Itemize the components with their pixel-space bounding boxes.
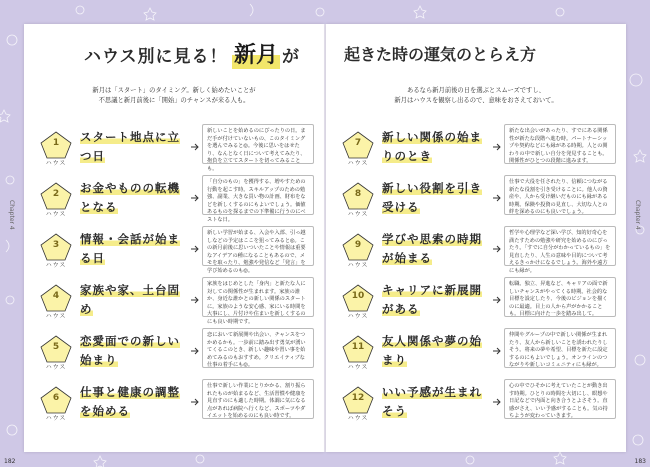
house-caption: ハウス — [45, 364, 67, 371]
house-number: 4 — [52, 291, 60, 301]
house-caption: ハウス — [45, 160, 67, 167]
pentagon-badge-icon — [38, 334, 74, 372]
intro-right-line: 新月はハウスを観察し出るので、意味をおさえておいて。 — [394, 97, 558, 104]
house-title — [382, 230, 492, 268]
arrow-right-icon — [190, 346, 200, 356]
arrow-right-icon — [190, 142, 200, 152]
arrow-right-icon — [492, 193, 502, 203]
house-title-text: 学びや思索の時期が始まる — [382, 232, 482, 265]
house-title — [382, 179, 492, 217]
house-title-text: お金やものの転機となる — [80, 181, 180, 214]
title-part1: ハウス別に見る！ — [84, 47, 228, 67]
house-number: 1 — [52, 138, 60, 148]
house-title — [80, 179, 190, 217]
pentagon-badge-icon — [340, 181, 376, 219]
house-number: 6 — [52, 393, 60, 403]
house-title — [80, 332, 190, 370]
arrow-right-icon — [492, 346, 502, 356]
house-title-text: 友人関係や夢の始まり — [382, 334, 482, 367]
house-number: 10 — [351, 291, 365, 301]
page-number-left: 182 — [4, 458, 16, 465]
house-title — [382, 128, 492, 166]
house-title-text: 新しい関係の始まりのとき — [382, 130, 482, 163]
house-item — [24, 277, 324, 323]
house-title — [80, 128, 190, 166]
house-description: 新たな出会いがあったり、すでにある関係性が新たな段階へ進む時。パートナーシップや契約などにも縁がある時期。人との関わりの中で新しい自分を発見することも。関係性がひとつの段階に進みます。 — [504, 124, 616, 164]
house-number: 3 — [52, 240, 60, 250]
house-number: 5 — [52, 342, 60, 352]
house-caption: ハウス — [347, 262, 369, 269]
house-caption: ハウス — [347, 364, 369, 371]
house-title — [382, 332, 492, 370]
house-description: 家族をはじめとした「身内」と新たな人に対しての関係性が生まれます。家族の誰か、身近な誰かとの新しい関係のスタートに。家族のような安心感、家にいる時間を大事にし、片付けや住まいを新しくするのにも良い時期です。 — [202, 277, 314, 317]
house-description: 仲間やグループの中で新しい関係が生まれたり、友人から新しいことを誘われたりしそう。将来の夢や希望、目標を新たに設定するのにもよいでしょう。オンラインのつながりや新しいコミュニティにも縁が。 — [504, 328, 616, 368]
intro-right — [326, 86, 626, 106]
pentagon-badge-icon — [340, 283, 376, 321]
pentagon-badge-icon — [340, 232, 376, 270]
house-title — [382, 281, 492, 319]
house-description: 仕事で大役を任されたり、信頼につながる新たな役割を引き受けることに。他人の資産や、人から受け継いだものにも縁がある時期。保険や投資の見直し、大切な人との絆を深めるのにも良いでしょう。 — [504, 175, 616, 215]
pentagon-badge-icon — [38, 130, 74, 168]
house-description: 新しいことを始めるのにぴったりの日。まだ手が付けていないもの、このタイミングを選んでみると◎。今後に思いをはせたり、なんとなく日について考えてみたり、抱負を立ててスタートを切ってみることも。 — [202, 124, 314, 164]
arrow-right-icon — [492, 142, 502, 152]
house-title-text: 家族や家、土台固め — [80, 283, 180, 316]
house-item — [24, 226, 324, 272]
arrow-right-icon — [190, 193, 200, 203]
house-item — [24, 175, 324, 221]
house-item — [24, 328, 324, 374]
intro-right-line: あるなら新月前後の日を選ぶとスムーズですし、 — [407, 87, 545, 94]
page-number-right: 183 — [634, 458, 646, 465]
house-item — [24, 124, 324, 170]
house-item — [326, 226, 626, 272]
pentagon-badge-icon — [340, 334, 376, 372]
house-number: 12 — [351, 393, 365, 403]
house-item — [24, 379, 324, 425]
house-description: 恋において新展開や出会い、チャンスをつかめるかも。一歩前に踏み出す勇気が湧いてくるこのとき、新しい趣味や習い事を始めてみるのもおすすめ。クリエイティブな仕事の着手にも◎。 — [202, 328, 314, 368]
title-part3: 起きた時の運気のとらえ方 — [344, 45, 537, 64]
house-caption: ハウス — [347, 160, 369, 167]
house-item — [326, 124, 626, 170]
house-description: 哲学や心理学など深い学び、知的好奇心を満たすための勉強や研究を始めるのにぴったり。「すでに自分がわかっているもの」を見直したり、人生の意味や目的について考えるきっかけになるでしょう。海外や遠方にも縁が。 — [504, 226, 616, 266]
house-item — [326, 175, 626, 221]
chapter-side-label-right: Chapter 4 — [634, 200, 641, 230]
intro-left-line: 不思議と新月前後に「開始」のチャンスが来る人も。 — [98, 97, 250, 104]
intro-left — [24, 86, 324, 106]
pentagon-badge-icon — [340, 130, 376, 168]
house-caption: ハウス — [45, 262, 67, 269]
house-item — [326, 277, 626, 323]
house-description: 心の中でひそかに考えていたことが動き出す時期。ひとりの時間を大切にし、瞑想や日記などで内面と向き合うとよさそう。直感がさえ、いい予感がすることも。気の持ちようが変わっていきます。 — [504, 379, 616, 419]
house-number: 9 — [354, 240, 362, 250]
house-caption: ハウス — [45, 313, 67, 320]
house-title — [80, 230, 190, 268]
chapter-side-label-left: Chapter 4 — [8, 200, 15, 230]
arrow-right-icon — [190, 295, 200, 305]
arrow-right-icon — [492, 244, 502, 254]
arrow-right-icon — [492, 397, 502, 407]
house-title-text: いい予感が生まれそう — [382, 385, 482, 418]
arrow-right-icon — [190, 244, 200, 254]
arrow-right-icon — [492, 295, 502, 305]
house-caption: ハウス — [347, 211, 369, 218]
title-part2: が — [282, 47, 299, 67]
house-title — [382, 383, 492, 421]
house-title-text: 新しい役割を引き受ける — [382, 181, 482, 214]
pentagon-badge-icon — [38, 283, 74, 321]
pentagon-badge-icon — [340, 385, 376, 423]
house-item — [326, 379, 626, 425]
house-title-text: スタート地点に立つ日 — [80, 130, 180, 163]
house-title-text: 情報・会話が始まる日 — [80, 232, 180, 265]
title-highlight: 新月 — [232, 38, 280, 69]
pentagon-badge-icon — [38, 232, 74, 270]
house-title-text: 恋愛面での新しい始まり — [80, 334, 180, 367]
house-number: 2 — [52, 189, 60, 199]
house-title-text: キャリアに新展開がある — [382, 283, 482, 316]
house-item — [326, 328, 626, 374]
house-caption: ハウス — [45, 211, 67, 218]
house-title — [80, 383, 190, 421]
house-caption: ハウス — [347, 415, 369, 422]
house-title-text: 仕事と健康の調整を始める — [80, 385, 180, 418]
pentagon-badge-icon — [38, 385, 74, 423]
house-number: 11 — [351, 342, 365, 352]
house-description: 「自分のもの」を獲得する、増やすための行動を起こす時。スキルアップのための勉強、副業、大きな買い物の計画、財布をなどを新しくするのにもよいでしょう。価値あるものを探るまでの下準備に行うのにベストな日。 — [202, 175, 314, 215]
house-description: 転職、独立、昇進など、キャリアの面で新しいチャンスがやってくる時期。社会的な目標を設定したり、今後のビジョンを描くのに最適。目上の人から声がかかることも。目標に向けた一歩を踏み出して。 — [504, 277, 616, 317]
house-description: 新しい学習が始まる、入会や入部、引っ越しなどの予定はここを狙ってみると◎。この新月前後に思いついたことや情報は重要なアイデアの種になることもあるので、メモを取ったり、勉強や発信など「発言」を学び始めるのも◎。 — [202, 226, 314, 266]
house-number: 8 — [354, 189, 362, 199]
intro-left-line: 新月は「スタート」のタイミング。新しく始めたいことが — [92, 87, 256, 94]
arrow-right-icon — [190, 397, 200, 407]
pentagon-badge-icon — [38, 181, 74, 219]
house-title — [80, 281, 190, 319]
house-description: 仕事で新しい作業にとりかかる、割り振られたものが始まるなど、生活習慣や健康を見直すのにも適した時期。体調に気になる点があれば病院へ行くなど、スポーツやダイエットを始めるのにも良い時です。 — [202, 379, 314, 419]
house-number: 7 — [354, 138, 362, 148]
house-caption: ハウス — [45, 415, 67, 422]
house-caption: ハウス — [347, 313, 369, 320]
